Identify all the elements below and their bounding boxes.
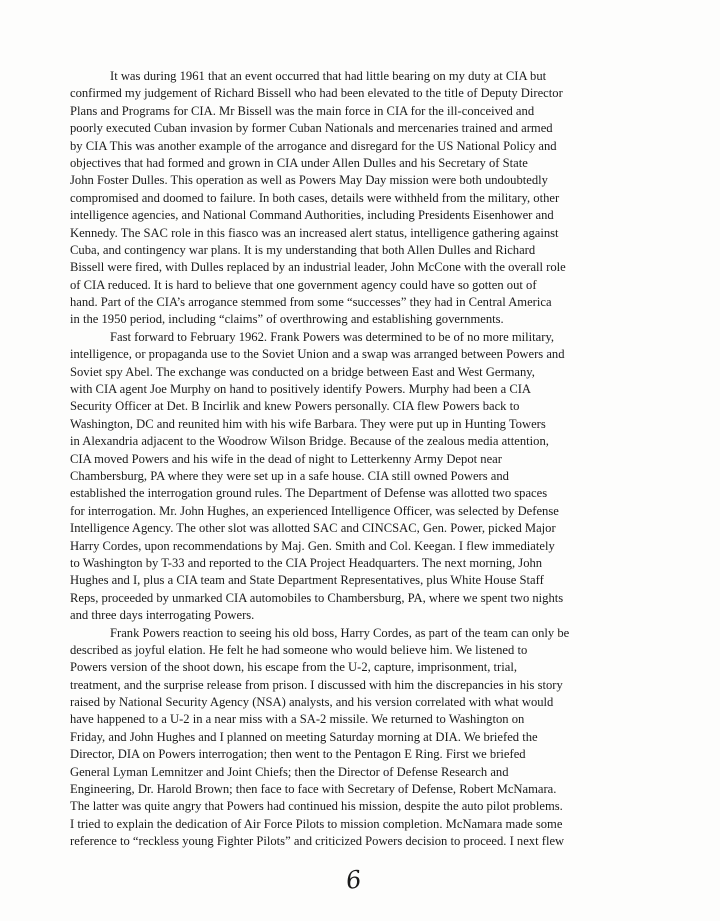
page-number: 6 xyxy=(344,865,364,895)
text-line: I tried to explain the dedication of Air Force Pilots to mission completion. McNamara made some xyxy=(70,816,563,831)
text-line: hand. Part of the CIA’s arrogance stemmed from some “successes” they had in Central America xyxy=(70,295,552,310)
text-line: Frank Powers reaction to seeing his old boss, Harry Cordes, as part of the team can only be xyxy=(110,625,570,640)
text-line: with CIA agent Joe Murphy on hand to positively identify Powers. Murphy had been a CIA xyxy=(70,382,532,397)
text-line: Cuba, and contingency war plans. It is my understanding that both Allen Dulles and Richard xyxy=(70,242,536,257)
text-line: John Foster Dulles. This operation as well as Powers May Day mission were both undoubtedly xyxy=(70,173,548,188)
text-line: Fast forward to February 1962. Frank Powers was determined to be of no more military, xyxy=(110,329,555,344)
text-line: to Washington by T-33 and reported to the CIA Project Headquarters. The next morning, John xyxy=(70,555,543,570)
text-line: confirmed my judgement of Richard Bissell who had been elevated to the title of Deputy Director xyxy=(70,86,563,101)
text-line: objectives that had formed and grown in CIA under Allen Dulles and his Secretary of State xyxy=(70,155,528,170)
text-line: Harry Cordes, upon recommendations by Maj. Gen. Smith and Col. Keegan. I flew immediately xyxy=(70,538,555,553)
text-line: established the interrogation ground rules. The Department of Defense was allotted two spaces xyxy=(70,486,548,501)
text-line: Hughes and I, plus a CIA team and State Department Representatives, plus White House Staff xyxy=(70,573,544,588)
text-line: It was during 1961 that an event occurred that had little bearing on my duty at CIA but xyxy=(110,69,547,83)
body-text xyxy=(70,68,698,851)
text-line: Plans and Programs for CIA. Mr Bissell was the main force in CIA for the ill-conceived and xyxy=(70,103,535,118)
text-line: Friday, and John Hughes and I planned on meeting Saturday morning at DIA. We briefed the xyxy=(70,729,538,744)
text-line: of CIA reduced. It is hard to believe that one government agency could have so gotten out of xyxy=(70,277,537,292)
text-line: Bissell were fired, with Dulles replaced by an industrial leader, John McCone with the overall role xyxy=(70,260,566,275)
text-line: Engineering, Dr. Harold Brown; then face to face with Secretary of Defense, Robert McNamara. xyxy=(70,782,557,797)
text-line: Reps, proceeded by unmarked CIA automobiles to Chambersburg, PA, where we spent two nights xyxy=(70,590,564,605)
text-line: for interrogation. Mr. John Hughes, an experienced Intelligence Officer, was selected by Defense xyxy=(70,503,559,518)
text-line: compromised and doomed to failure. In both cases, details were withheld from the military, other xyxy=(70,190,560,205)
text-line: The latter was quite angry that Powers had continued his mission, despite the auto pilot problems. xyxy=(70,799,563,814)
text-line: General Lyman Lemnitzer and Joint Chiefs; then the Director of Defense Research and xyxy=(70,764,509,779)
text-line: in the 1950 period, including “claims” of overthrowing and establishing governments. xyxy=(70,312,504,327)
text-line: poorly executed Cuban invasion by former Cuban Nationals and mercenaries trained and armed xyxy=(70,121,553,136)
text-line: intelligence, or propaganda use to the Soviet Union and a swap was arranged between Powers and xyxy=(70,347,565,362)
text-line: Soviet spy Abel. The exchange was conducted on a bridge between East and West Germany, xyxy=(70,364,535,379)
paragraph-1 xyxy=(70,68,698,329)
text-line: and three days interrogating Powers. xyxy=(70,608,255,623)
paragraph-3 xyxy=(70,625,698,851)
text-line: reference to “reckless young Fighter Pilots” and criticized Powers decision to proceed. I next flew xyxy=(70,834,565,849)
text-line: described as joyful elation. He felt he had someone who would believe him. We listened to xyxy=(70,642,528,657)
text-line: by CIA This was another example of the arrogance and disregard for the US National Policy and xyxy=(70,138,557,153)
text-line: treatment, and the surprise release from prison. I discussed with him the discrepancies in his story xyxy=(70,677,563,692)
text-line: Intelligence Agency. The other slot was allotted SAC and CINCSAC, Gen. Power, picked Major xyxy=(70,521,556,536)
text-line: intelligence agencies, and National Command Authorities, including Presidents Eisenhower and xyxy=(70,208,554,223)
text-line: Security Officer at Det. B Incirlik and knew Powers personally. CIA flew Powers back to xyxy=(70,399,520,414)
text-line: Kennedy. The SAC role in this fiasco was an increased alert status, intelligence gathering against xyxy=(70,225,559,240)
text-line: in Alexandria adjacent to the Woodrow Wilson Bridge. Because of the zealous media attention, xyxy=(70,434,549,449)
text-line: Powers version of the shoot down, his escape from the U-2, capture, imprisonment, trial, xyxy=(70,660,517,675)
paragraph-2 xyxy=(70,329,698,625)
text-line: CIA moved Powers and his wife in the dead of night to Letterkenny Army Depot near xyxy=(70,451,502,466)
text-line: have happened to a U-2 in a near miss with a SA-2 missile. We returned to Washington on xyxy=(70,712,525,727)
text-line: Chambersburg, PA where they were set up in a safe house. CIA still owned Powers and xyxy=(70,468,509,483)
text-line: raised by National Security Agency (NSA) analysts, and his version correlated with what would xyxy=(70,695,554,710)
text-line: Director, DIA on Powers interrogation; then went to the Pentagon E Ring. First we briefed xyxy=(70,747,526,762)
text-line: Washington, DC and reunited him with his wife Barbara. They were put up in Hunting Towers xyxy=(70,416,546,431)
